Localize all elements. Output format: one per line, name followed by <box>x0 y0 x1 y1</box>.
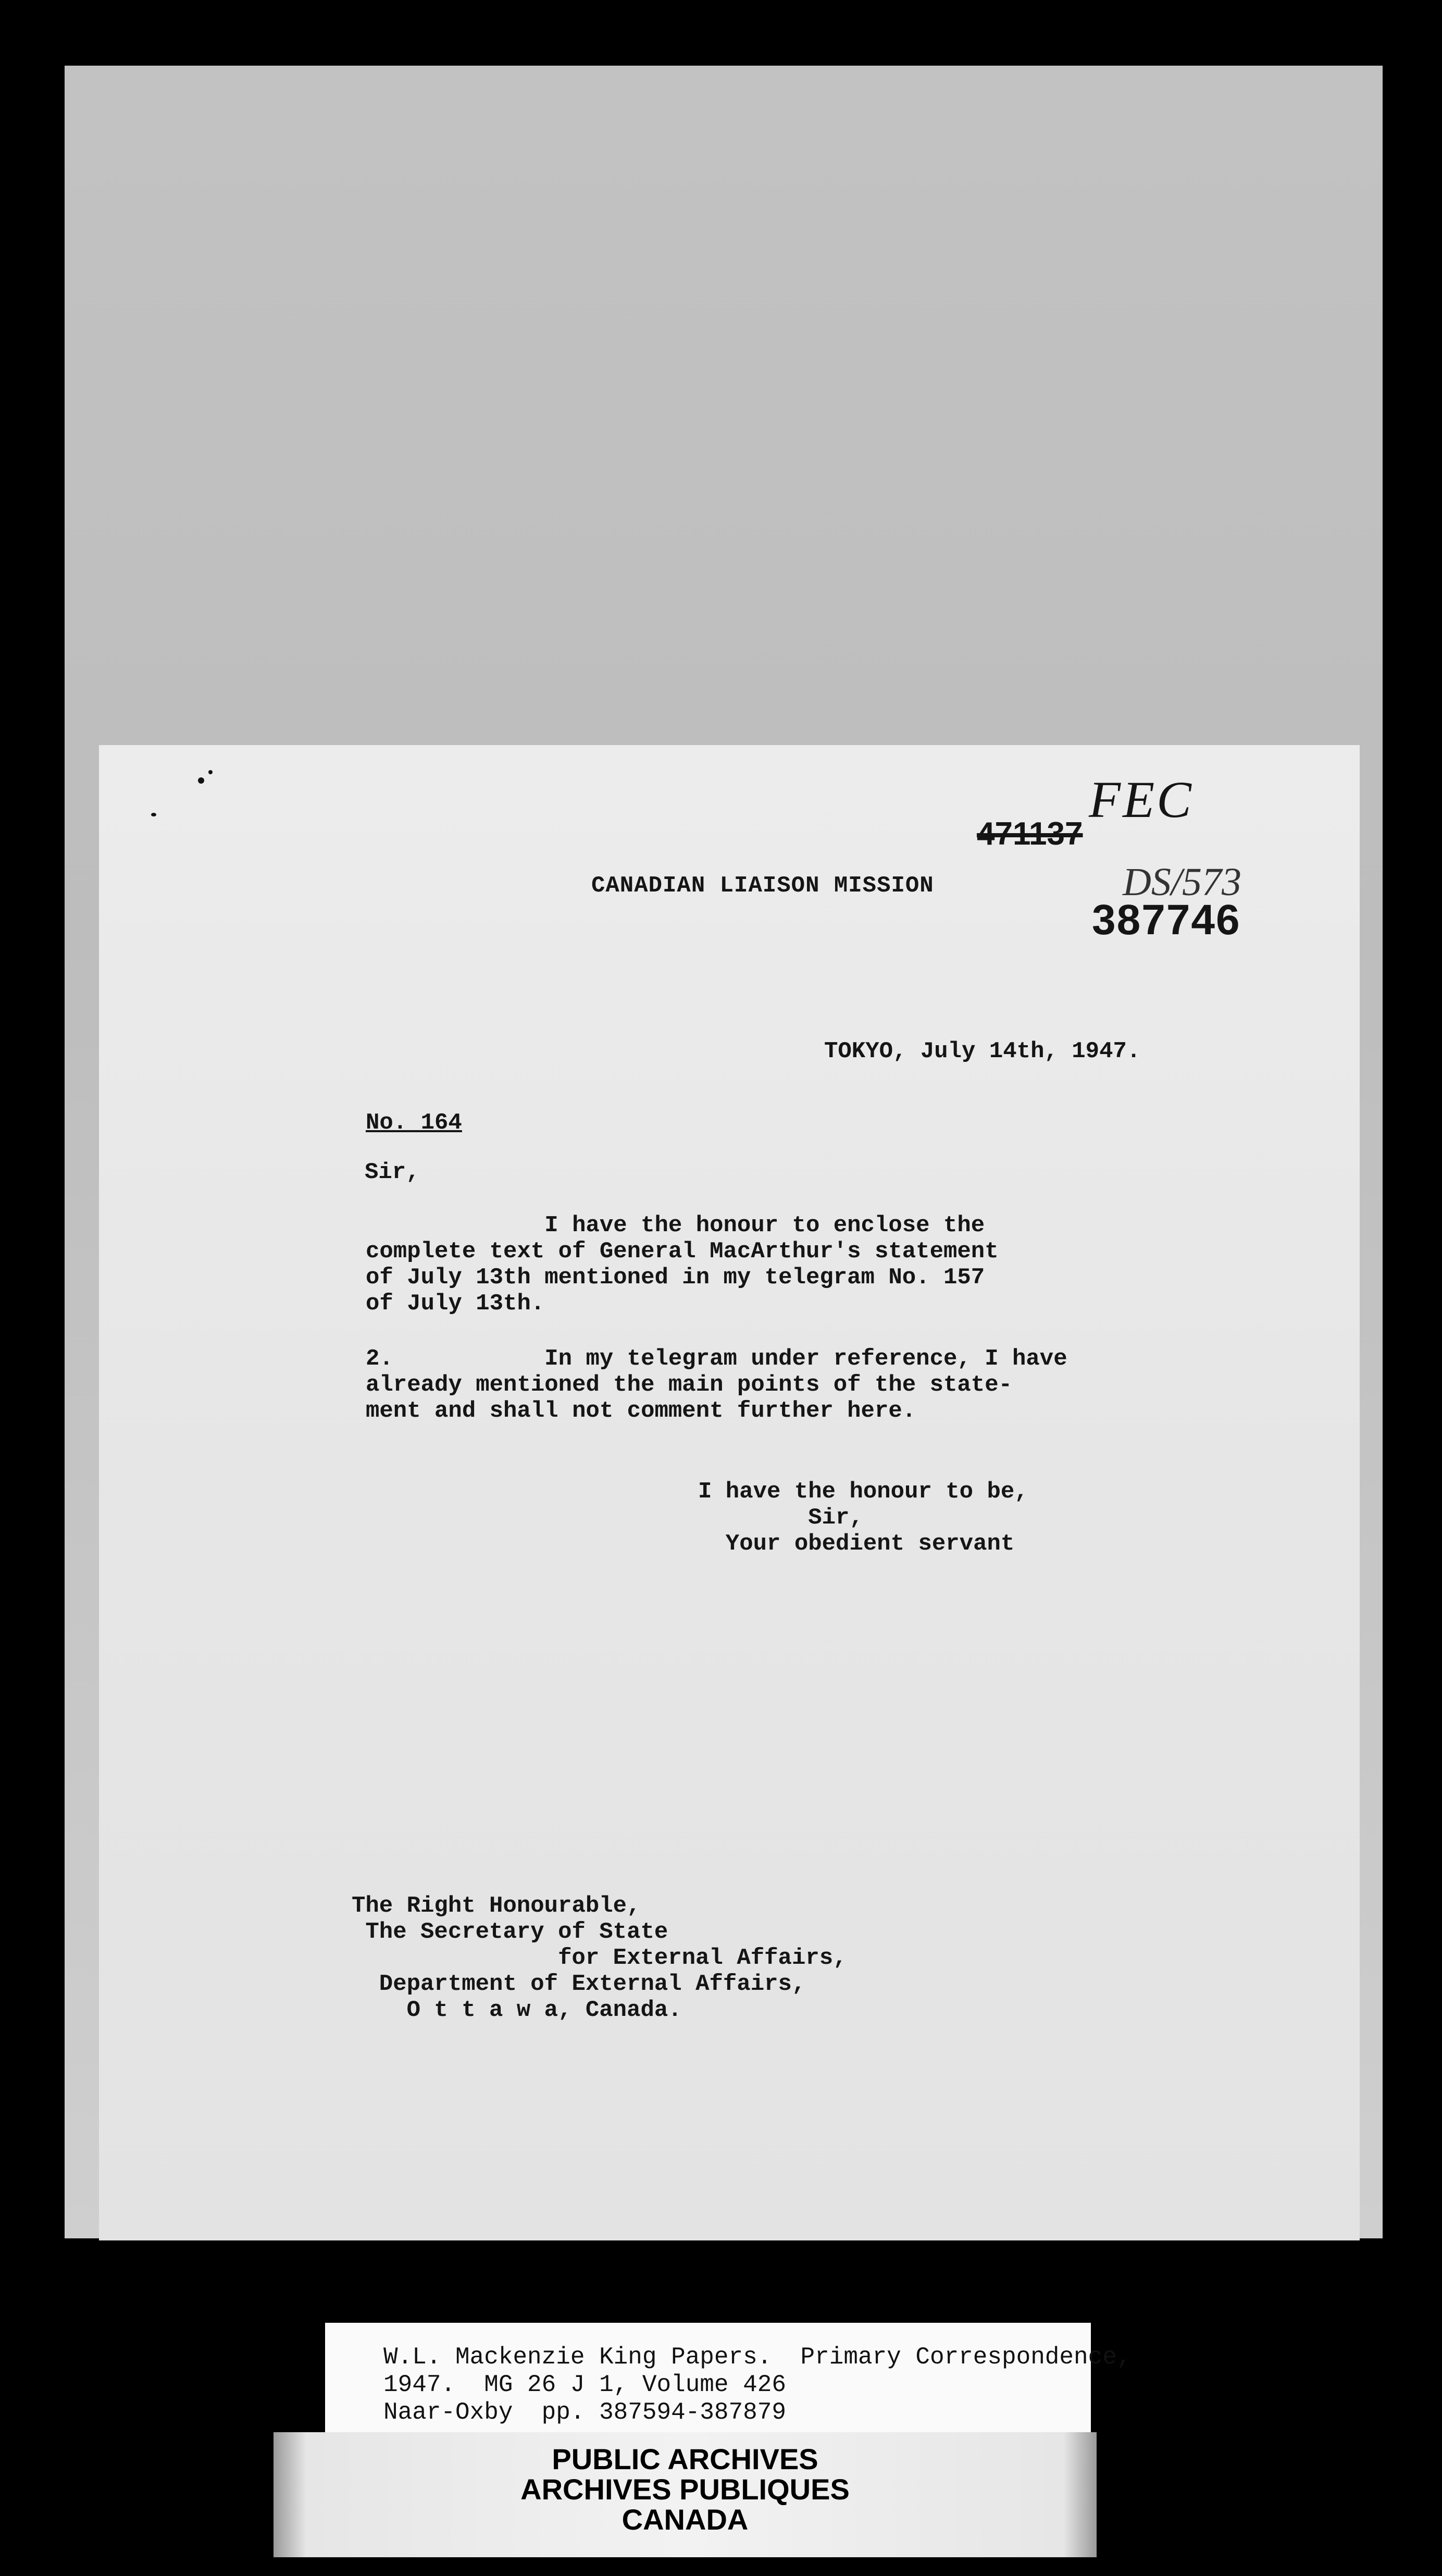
archives-line-3: CANADA <box>621 2503 749 2536</box>
ink-speck <box>208 770 213 774</box>
collection-line-3: Naar-Oxby pp. 387594-387879 <box>383 2399 786 2426</box>
archives-band <box>274 2432 1097 2557</box>
salutation: Sir, <box>365 1159 420 1185</box>
collection-line-2: 1947. MG 26 J 1, Volume 426 <box>383 2371 786 2398</box>
paragraph-1: I have the honour to enclose the complete text of General MacArthur's statement of July 13th mentioned in my telegram No. 157 of July 13th. <box>366 1212 999 1317</box>
stamped-page-number: 387746 <box>1092 896 1241 944</box>
closing: I have the honour to be, Sir, Your obedient servant <box>698 1479 1028 1557</box>
struck-file-number: 471137 <box>977 816 1083 852</box>
paragraph-2: 2. In my telegram under reference, I have already mentioned the main points of the state- ment and shall not comment further here. <box>366 1346 1067 1424</box>
collection-label <box>325 2323 1132 2432</box>
place-date: TOKYO, July 14th, 1947. <box>824 1038 1141 1064</box>
reference-number: No. 164 <box>366 1110 462 1136</box>
archives-line-1: PUBLIC ARCHIVES <box>552 2443 818 2475</box>
letter-page <box>99 745 1360 2240</box>
file-subcode-handwritten: DS/573 <box>1123 860 1241 904</box>
file-code-handwritten: FEC <box>1089 771 1194 828</box>
mission-title: CANADIAN LIAISON MISSION <box>591 873 934 899</box>
collection-line-1: W.L. Mackenzie King Papers. Primary Correspondence, <box>383 2344 1132 2371</box>
ink-speck <box>198 777 204 784</box>
archives-line-2: ARCHIVES PUBLIQUES <box>520 2473 850 2506</box>
ink-speck <box>151 813 156 816</box>
recipient-address: The Right Honourable, The Secretary of State for External Affairs, Department of External Affairs, O t t a w a, Canada. <box>352 1893 847 2023</box>
